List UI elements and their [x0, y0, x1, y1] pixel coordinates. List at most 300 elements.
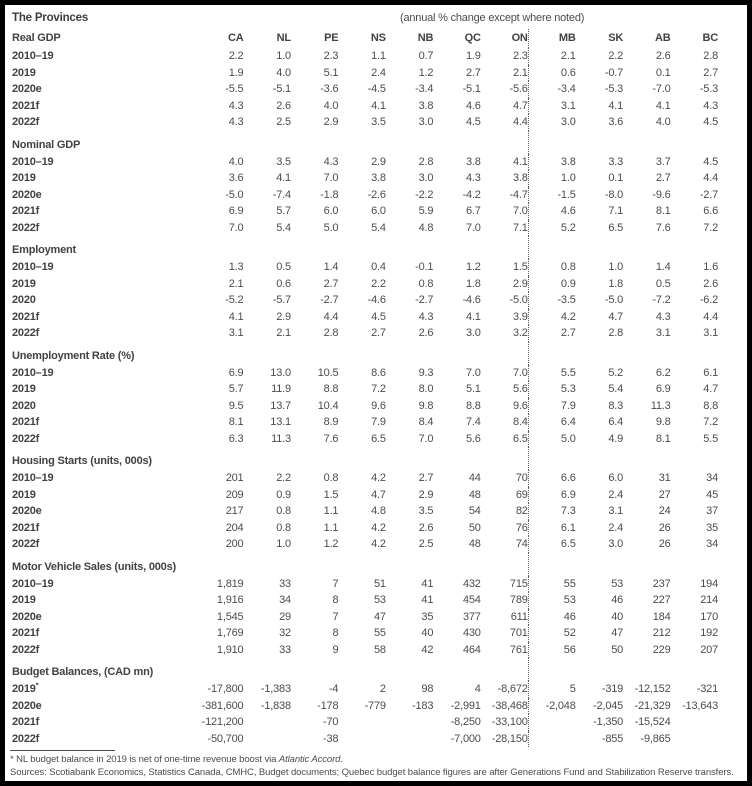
value-cell: 4.3 [228, 99, 244, 112]
value-cell: 48 [468, 538, 481, 551]
value-cell: 4.5 [703, 155, 718, 168]
empty-cell [433, 131, 480, 154]
value-cell: 5.0 [323, 221, 339, 234]
value-cell: -21,329 [634, 699, 671, 712]
empty-cell [576, 236, 623, 259]
value-cell: 5.4 [371, 221, 386, 234]
empty-cell [433, 342, 480, 365]
table-row [10, 259, 718, 276]
value-cell: -2.7 [699, 188, 718, 201]
value-cell: 8.1 [655, 432, 671, 445]
row-label: 2020e [12, 83, 42, 96]
value-cell: 2.2 [608, 50, 624, 63]
value-cell: 11.9 [271, 383, 291, 396]
value-cell: 4.1 [512, 155, 528, 168]
empty-cell [433, 553, 480, 576]
value-cell: 2.4 [371, 66, 386, 79]
value-cell: 3.5 [371, 116, 386, 129]
value-cell: 1.0 [276, 538, 291, 551]
value-cell: 2.1 [228, 277, 244, 290]
value-cell: 50 [611, 643, 624, 656]
value-cell: 1.2 [323, 538, 339, 551]
table-row [10, 536, 718, 553]
value-cell: -5.3 [699, 83, 718, 96]
value-cell: -8,672 [497, 683, 528, 696]
value-cell: 3.0 [418, 172, 434, 185]
row-label: 2019 [12, 488, 36, 501]
value-cell: -28,150 [491, 732, 528, 745]
value-cell [338, 731, 385, 748]
empty-cell [623, 658, 670, 681]
table-row [10, 731, 718, 748]
value-cell: 2.7 [528, 325, 575, 342]
value-cell: 4.8 [418, 221, 434, 234]
value-cell: 0.8 [276, 505, 291, 518]
value-cell: 2.7 [418, 472, 434, 485]
value-cell: 8.8 [703, 399, 718, 412]
value-cell: 6.9 [528, 487, 575, 504]
value-cell: -183 [412, 699, 434, 712]
value-cell: 69 [515, 488, 528, 501]
value-cell: -321 [696, 683, 718, 696]
table-row [10, 203, 718, 220]
table-row [10, 65, 718, 82]
value-cell: 53 [611, 577, 624, 590]
value-cell: -5.1 [272, 83, 291, 96]
value-cell: 237 [652, 577, 671, 590]
value-cell: 170 [700, 610, 718, 623]
empty-cell [338, 131, 385, 154]
value-cell: 2.8 [323, 327, 339, 340]
report-header [8, 10, 742, 29]
empty-cell [528, 658, 575, 681]
value-cell: 7.2 [371, 383, 386, 396]
value-cell: -38 [323, 732, 339, 745]
table-row [10, 81, 718, 98]
value-cell: 200 [225, 538, 244, 551]
value-cell: 47 [373, 610, 386, 623]
value-cell: 34 [706, 538, 718, 551]
value-cell: 6.5 [528, 536, 575, 553]
value-cell: 227 [652, 594, 671, 607]
value-cell: 209 [225, 488, 244, 501]
value-cell: 9 [332, 643, 339, 656]
value-cell: 3.8 [466, 155, 481, 168]
value-cell: 4.6 [466, 99, 481, 112]
value-cell: -8.0 [604, 188, 624, 201]
empty-cell [243, 447, 290, 470]
table-row [10, 236, 718, 259]
column-header-mb: MB [528, 29, 575, 48]
value-cell: 7.1 [512, 221, 528, 234]
value-cell: -12,152 [634, 683, 671, 696]
value-cell: 6.3 [228, 432, 244, 445]
value-cell: 701 [509, 627, 528, 640]
empty-cell [623, 342, 670, 365]
value-cell: 4.1 [228, 310, 244, 323]
row-label: 2021f [12, 205, 40, 218]
empty-cell [338, 658, 385, 681]
footnote-rule [10, 750, 115, 751]
row-label: 2020 [12, 294, 36, 307]
value-cell: 33 [279, 643, 291, 656]
value-cell: 2.8 [703, 50, 718, 63]
empty-cell [196, 131, 243, 154]
value-cell: 2.1 [276, 327, 291, 340]
value-cell: 53 [528, 592, 575, 609]
value-cell: 4.0 [655, 116, 671, 129]
value-cell: 377 [462, 610, 481, 623]
row-label: 2021f [12, 716, 40, 729]
value-cell: -319 [601, 683, 624, 696]
column-header-bc: BC [702, 32, 718, 44]
value-cell: 1.0 [608, 261, 624, 274]
value-cell: -2.2 [415, 188, 434, 201]
value-cell: 4.4 [703, 172, 718, 185]
table-row [10, 576, 718, 593]
empty-cell [576, 447, 623, 470]
value-cell: 53 [373, 594, 386, 607]
units-note: (annual % change except where noted) [400, 12, 585, 24]
empty-cell [338, 553, 385, 576]
value-cell: 40 [421, 627, 434, 640]
value-cell: -1.8 [320, 188, 339, 201]
value-cell: 4.4 [323, 310, 339, 323]
value-cell: 8.6 [371, 366, 386, 379]
value-cell: 56 [528, 642, 575, 659]
row-label: 2019 [12, 594, 36, 607]
empty-cell [671, 131, 718, 154]
value-cell: 1.1 [323, 521, 339, 534]
value-cell: -2.7 [415, 294, 434, 307]
empty-cell [481, 658, 528, 681]
value-cell: -8,250 [450, 716, 481, 729]
value-cell [671, 714, 718, 731]
value-cell: 5.2 [608, 366, 624, 379]
value-cell: 7.9 [528, 398, 575, 415]
value-cell: 5.7 [276, 205, 291, 218]
section-title: Budget Balances, (CAD mn) [12, 666, 154, 678]
value-cell: 3.0 [528, 114, 575, 131]
value-cell: 4.4 [703, 310, 718, 323]
value-cell: 1.2 [466, 261, 481, 274]
empty-cell [291, 131, 338, 154]
value-cell: 2.3 [512, 50, 528, 63]
value-cell: 4.3 [418, 310, 434, 323]
value-cell: 6.4 [608, 416, 624, 429]
value-cell: 3.5 [418, 505, 434, 518]
value-cell: -2.6 [367, 188, 386, 201]
value-cell: -2.7 [320, 294, 339, 307]
empty-cell [576, 553, 623, 576]
value-cell: 2.7 [323, 277, 339, 290]
value-cell: 34 [279, 594, 291, 607]
value-cell: 44 [468, 472, 481, 485]
table-row [10, 520, 718, 537]
value-cell: -5.1 [462, 83, 481, 96]
value-cell: -1.5 [528, 187, 575, 204]
empty-cell [243, 658, 290, 681]
section-title: Real GDP [12, 32, 61, 44]
value-cell: 1.8 [466, 277, 481, 290]
value-cell: 204 [225, 521, 244, 534]
table-row [10, 365, 718, 382]
table-row [10, 292, 718, 309]
value-cell: 46 [611, 594, 624, 607]
value-cell: -2,048 [528, 698, 575, 715]
empty-cell [671, 447, 718, 470]
value-cell: 5.4 [608, 383, 624, 396]
section-title: Nominal GDP [12, 138, 81, 151]
empty-cell [386, 447, 433, 470]
value-cell: 11.3 [271, 432, 291, 445]
table-row [10, 114, 718, 131]
value-cell: -0.1 [415, 261, 434, 274]
value-cell: 4.2 [371, 538, 386, 551]
value-cell: 0.6 [276, 277, 291, 290]
value-cell: 35 [421, 610, 434, 623]
value-cell: 47 [611, 627, 624, 640]
value-cell: 2.5 [276, 116, 291, 129]
footnote-nl-text: * NL budget balance in 2019 is net of one-time revenue boost via [10, 754, 279, 765]
value-cell: -50,700 [207, 732, 244, 745]
empty-cell [386, 131, 433, 154]
row-label: 2010–19 [12, 50, 54, 63]
value-cell: -1,350 [593, 716, 624, 729]
table-row [10, 503, 718, 520]
value-cell: 5.6 [512, 383, 528, 396]
value-cell: -779 [364, 699, 386, 712]
value-cell: 4.1 [276, 172, 291, 185]
value-cell: 4.2 [528, 309, 575, 326]
value-cell: -33,100 [491, 716, 528, 729]
value-cell: 4.7 [608, 310, 624, 323]
value-cell: 42 [421, 643, 434, 656]
table-row [10, 658, 718, 681]
value-cell: 0.6 [528, 65, 575, 82]
value-cell: 4.9 [608, 432, 624, 445]
value-cell: -9,865 [640, 732, 671, 745]
value-cell: 4 [474, 683, 481, 696]
value-cell: 8.3 [608, 399, 624, 412]
value-cell: 8.4 [418, 416, 434, 429]
value-cell: 761 [509, 643, 528, 656]
value-cell: 6.4 [528, 414, 575, 431]
value-cell: 3.0 [608, 538, 624, 551]
value-cell: 1.4 [323, 261, 339, 274]
value-cell: 4.1 [655, 99, 671, 112]
value-cell: 2.9 [418, 488, 434, 501]
table-row [10, 414, 718, 431]
value-cell [386, 731, 433, 748]
value-cell: -0.7 [604, 66, 624, 79]
value-cell: -3.4 [528, 81, 575, 98]
value-cell: 41 [421, 594, 434, 607]
value-cell: 4.3 [466, 172, 481, 185]
footnote-nl-italic: Atlantic Accord [278, 754, 341, 765]
empty-cell [671, 236, 718, 259]
empty-cell [291, 658, 338, 681]
value-cell: 7.4 [466, 416, 481, 429]
row-label: 2020e [12, 188, 42, 201]
value-cell: 3.5 [276, 155, 291, 168]
value-cell: 2.8 [418, 155, 434, 168]
value-cell: 4.5 [371, 310, 386, 323]
value-cell: 1,545 [216, 610, 244, 623]
value-cell: -6.2 [699, 294, 718, 307]
value-cell: 48 [468, 488, 481, 501]
table-row [10, 714, 718, 731]
row-label: 2010–19 [12, 155, 54, 168]
value-cell: 4.1 [466, 310, 481, 323]
empty-cell [386, 658, 433, 681]
value-cell: 6.5 [371, 432, 386, 445]
value-cell: 7.0 [466, 366, 481, 379]
value-cell: -121,200 [201, 716, 244, 729]
empty-cell [196, 553, 243, 576]
value-cell: -7.4 [272, 188, 291, 201]
value-cell: -4.7 [509, 188, 528, 201]
empty-cell [481, 131, 528, 154]
value-cell: 7.2 [703, 416, 718, 429]
value-cell: 32 [279, 627, 291, 640]
value-cell: 5.9 [418, 205, 434, 218]
value-cell: 6.5 [512, 432, 528, 445]
value-cell: 611 [510, 610, 528, 623]
value-cell [671, 731, 718, 748]
table-row [10, 487, 718, 504]
row-label: 2021f [12, 416, 40, 429]
value-cell: 7.0 [466, 221, 481, 234]
table-row [10, 29, 718, 48]
value-cell: 2.1 [528, 48, 575, 65]
row-label: 2019* [12, 680, 39, 696]
value-cell: 201 [225, 472, 244, 485]
value-cell: 51 [373, 577, 386, 590]
column-header-ns: NS [370, 32, 386, 44]
value-cell: 4.0 [276, 66, 291, 79]
value-cell: 5 [528, 681, 575, 698]
value-cell: -3.6 [320, 83, 339, 96]
row-label: 2010–19 [12, 366, 54, 379]
value-cell: 212 [652, 627, 671, 640]
row-label: 2010–19 [12, 472, 54, 485]
value-cell: 13.7 [270, 399, 291, 412]
value-cell: 0.8 [418, 277, 434, 290]
value-cell: 0.9 [528, 276, 575, 293]
section-title: Employment [12, 244, 77, 256]
value-cell: 55 [373, 627, 386, 640]
empty-cell [481, 236, 528, 259]
value-cell: 1,769 [216, 627, 244, 640]
value-cell: 6.0 [371, 205, 386, 218]
value-cell: -855 [601, 732, 624, 745]
value-cell: 6.9 [228, 205, 244, 218]
table-row [10, 553, 718, 576]
value-cell: 1,910 [216, 643, 244, 656]
value-cell: 0.1 [655, 66, 671, 79]
value-cell: 2 [379, 683, 386, 696]
value-cell: -1,838 [260, 699, 291, 712]
column-header-nl: NL [276, 32, 291, 44]
value-cell: 40 [611, 610, 624, 623]
empty-cell [528, 447, 575, 470]
value-cell: 2.5 [418, 538, 434, 551]
value-cell: -15,524 [634, 716, 671, 729]
value-cell: 3.8 [371, 172, 386, 185]
value-cell: 207 [700, 643, 718, 656]
value-cell: -9.6 [652, 188, 671, 201]
value-cell: 0.7 [418, 50, 434, 63]
table-row [10, 220, 718, 237]
value-cell: -13,643 [682, 699, 718, 712]
value-cell: -5.6 [509, 83, 528, 96]
table-row [10, 276, 718, 293]
value-cell: 70 [515, 472, 528, 485]
value-cell: 1.1 [323, 505, 339, 518]
value-cell: 6.5 [608, 221, 624, 234]
value-cell: 9.6 [512, 399, 528, 412]
value-cell: 2.9 [512, 277, 528, 290]
empty-cell [576, 131, 623, 154]
value-cell: 8.8 [466, 399, 481, 412]
value-cell: -3.5 [528, 292, 575, 309]
value-cell: 4.3 [323, 155, 339, 168]
value-cell: 1.9 [466, 50, 481, 63]
section-title: Motor Vehicle Sales (units, 000s) [12, 560, 176, 573]
value-cell: 194 [700, 577, 718, 590]
value-cell: 2.9 [276, 310, 291, 323]
value-cell: 2.2 [276, 472, 291, 485]
value-cell: 33 [279, 577, 291, 590]
value-cell: 7 [332, 610, 339, 623]
empty-cell [481, 553, 528, 576]
value-cell: 26 [658, 538, 671, 551]
footnote-nl-accord [8, 753, 742, 766]
value-cell: 7.6 [655, 221, 671, 234]
row-label: 2020 [12, 399, 36, 412]
empty-cell [338, 342, 385, 365]
table-row [10, 131, 718, 154]
value-cell: 2.8 [608, 327, 624, 340]
value-cell: 5.2 [528, 220, 575, 237]
value-cell: 217 [225, 505, 244, 518]
section-title: Unemployment Rate (%) [12, 349, 135, 362]
value-cell: 1.3 [228, 261, 244, 274]
value-cell: 34 [706, 472, 718, 485]
value-cell: 2.7 [371, 327, 386, 340]
value-cell: 1.6 [703, 261, 718, 274]
value-cell: 2.6 [655, 50, 671, 63]
value-cell: -3.4 [415, 83, 434, 96]
value-cell: 3.8 [528, 154, 575, 171]
row-label: 2021f [12, 99, 40, 112]
value-cell: 3.3 [608, 155, 624, 168]
row-label: 2021f [12, 310, 40, 323]
value-cell: 9.8 [655, 416, 671, 429]
value-cell: 8 [332, 594, 339, 607]
column-header-pe: PE [324, 32, 339, 44]
value-cell: 6.9 [655, 383, 671, 396]
value-cell: 7.0 [228, 221, 244, 234]
value-cell: -381,600 [201, 699, 244, 712]
row-label: 2019 [12, 66, 36, 79]
row-label: 2021f [12, 627, 40, 640]
value-cell: 11.3 [650, 399, 671, 412]
value-cell: 4.4 [512, 116, 528, 129]
row-label: 2022f [12, 643, 40, 656]
value-cell: 3.2 [512, 327, 528, 340]
